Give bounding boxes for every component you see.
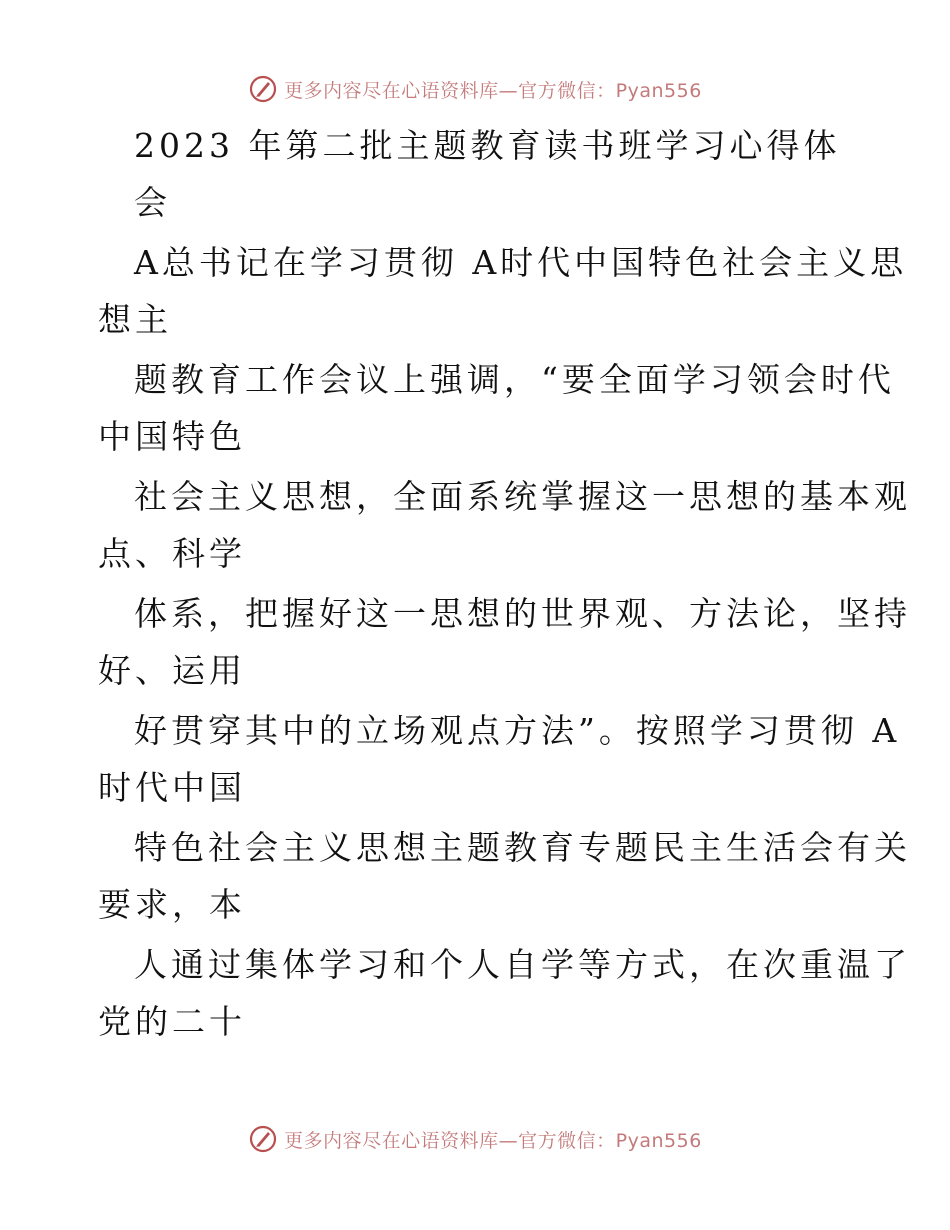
paragraph-line: 人通过集体学习和个人自学等方式，在次重温了 <box>134 945 911 984</box>
paragraph-line: 社会主义思想，全面系统掌握这一思想的基本观 <box>134 477 911 516</box>
document-title-line-2: 会 <box>134 183 171 222</box>
paragraph-line: 党的二十 <box>98 1002 246 1041</box>
paragraph-line: 时代中国 <box>98 768 246 807</box>
paragraph-line: 中国特色 <box>98 417 246 456</box>
paragraph-line: 好、运用 <box>98 651 246 690</box>
paragraph-line: 想主 <box>98 300 172 339</box>
paragraph-line: 题教育工作会议上强调，“要全面学习领会时代 <box>134 360 895 399</box>
header-watermark <box>0 74 950 104</box>
document-title-line-1: 2023 年第二批主题教育读书班学习心得体 <box>134 126 841 165</box>
footer-watermark <box>0 1124 950 1154</box>
watermark-text: 更多内容尽在心语资料库—官方微信：Pyan556 <box>284 1129 702 1152</box>
quill-logo-icon <box>248 74 278 104</box>
paragraph-line: 点、科学 <box>98 534 246 573</box>
watermark-text: 更多内容尽在心语资料库—官方微信：Pyan556 <box>284 79 702 102</box>
quill-logo-icon <box>248 1124 278 1154</box>
paragraph-line: A总书记在学习贯彻 A时代中国特色社会主义思 <box>134 243 908 282</box>
paragraph-line: 要求，本 <box>98 885 246 924</box>
paragraph-line: 好贯穿其中的立场观点方法”。按照学习贯彻 A <box>134 711 901 750</box>
paragraph-line: 特色社会主义思想主题教育专题民主生活会有关 <box>134 828 911 867</box>
paragraph-line: 体系，把握好这一思想的世界观、方法论，坚持 <box>134 594 911 633</box>
